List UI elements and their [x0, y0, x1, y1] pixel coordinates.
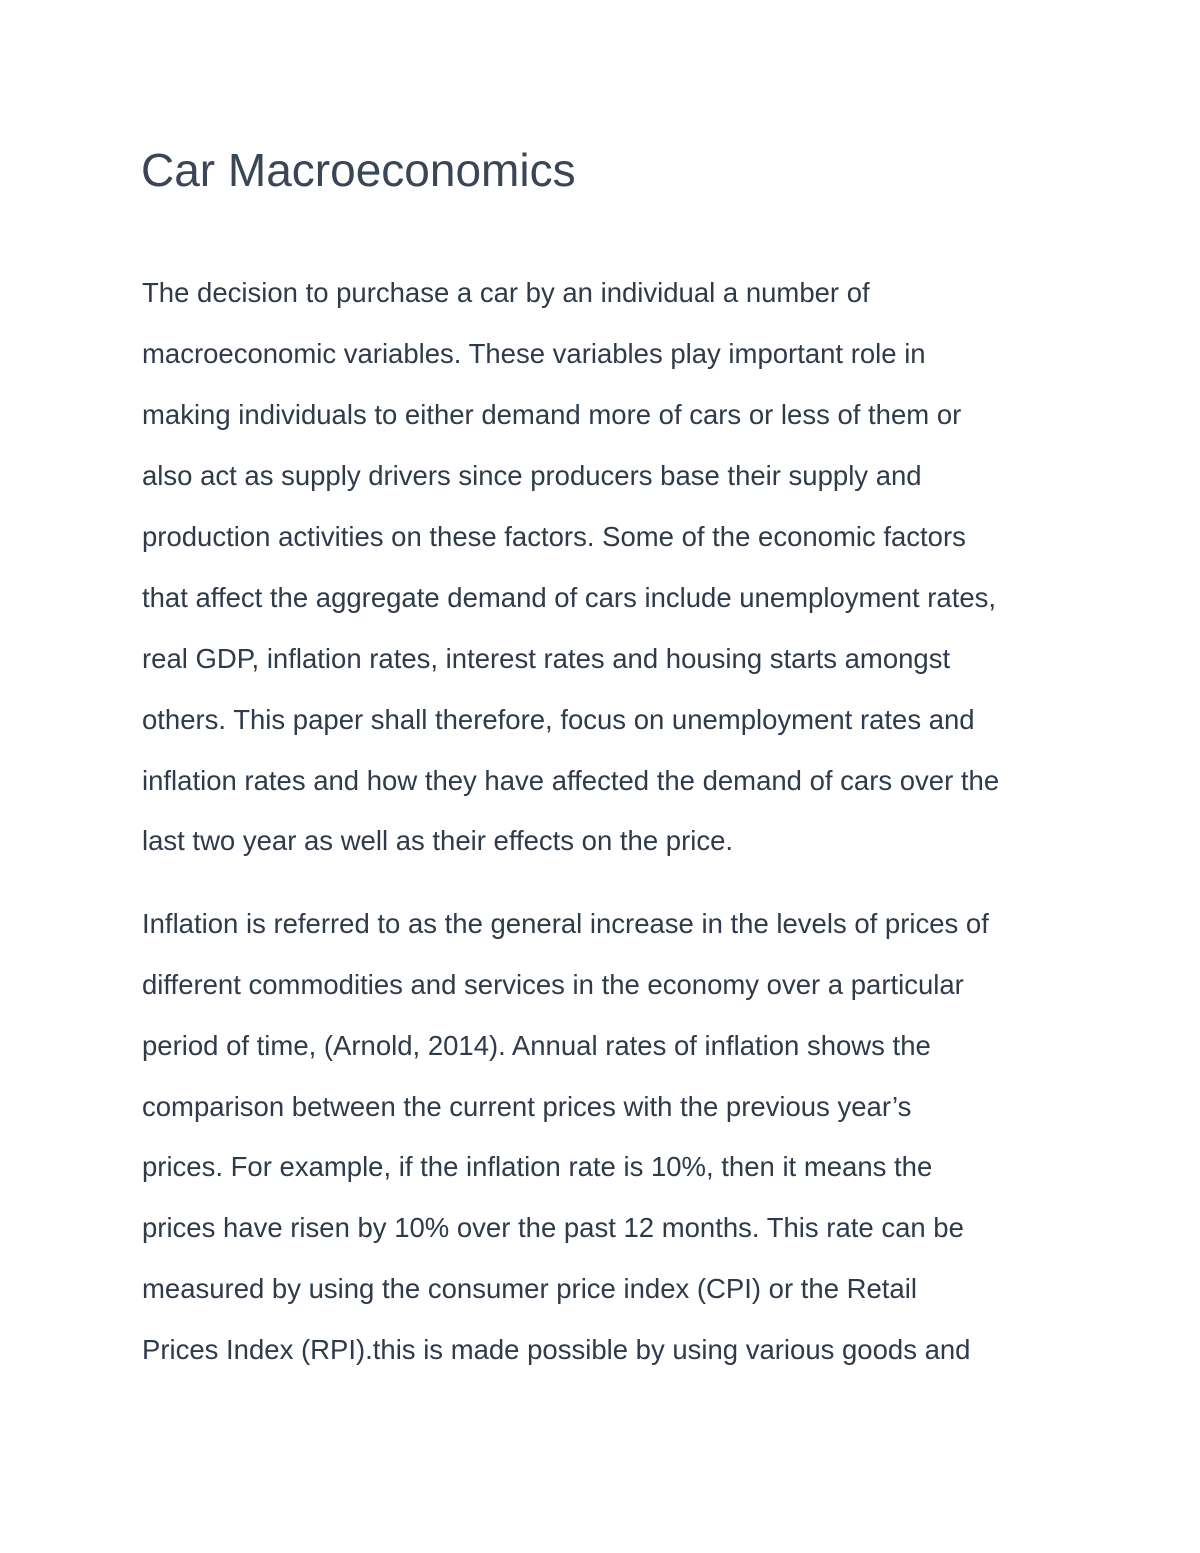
paragraph-1-line-6: that affect the aggregate demand of cars include unemployment rates, — [142, 582, 997, 613]
paragraph-1-line-4: also act as supply drivers since producers base their supply and — [142, 460, 922, 491]
paragraph-2-line-8: Prices Index (RPI).this is made possible by using various goods and — [142, 1334, 971, 1365]
paragraph-1-line-9: inflation rates and how they have affected the demand of cars over the — [142, 765, 1000, 796]
paragraph-1-line-8: others. This paper shall therefore, focus on unemployment rates and — [142, 704, 975, 735]
paragraph-2-line-6: prices have risen by 10% over the past 12 months. This rate can be — [142, 1212, 964, 1243]
paragraph-2-line-1: Inflation is referred to as the general increase in the levels of prices of — [142, 908, 989, 939]
paragraph-2-line-2: different commodities and services in the economy over a particular — [142, 969, 964, 1000]
paragraph-1-line-3: making individuals to either demand more of cars or less of them or — [142, 399, 962, 430]
paragraph-1-line-7: real GDP, inflation rates, interest rates and housing starts amongst — [142, 643, 951, 674]
paragraph-2-line-7: measured by using the consumer price index (CPI) or the Retail — [142, 1273, 917, 1304]
paragraph-1-line-2: macroeconomic variables. These variables play important role in — [142, 338, 926, 369]
paragraph-1-line-5: production activities on these factors. Some of the economic factors — [142, 521, 966, 552]
paragraph-1-line-10: last two year as well as their effects on the price. — [142, 825, 734, 856]
paragraph-2-line-4: comparison between the current prices with the previous year’s — [142, 1091, 912, 1122]
document-title: Car Macroeconomics — [141, 144, 576, 196]
paragraph-1-line-1: The decision to purchase a car by an individual a number of — [142, 277, 870, 308]
paragraph-2-line-3: period of time, (Arnold, 2014). Annual rates of inflation shows the — [142, 1030, 931, 1061]
paragraph-2-line-5: prices. For example, if the inflation rate is 10%, then it means the — [142, 1151, 933, 1182]
